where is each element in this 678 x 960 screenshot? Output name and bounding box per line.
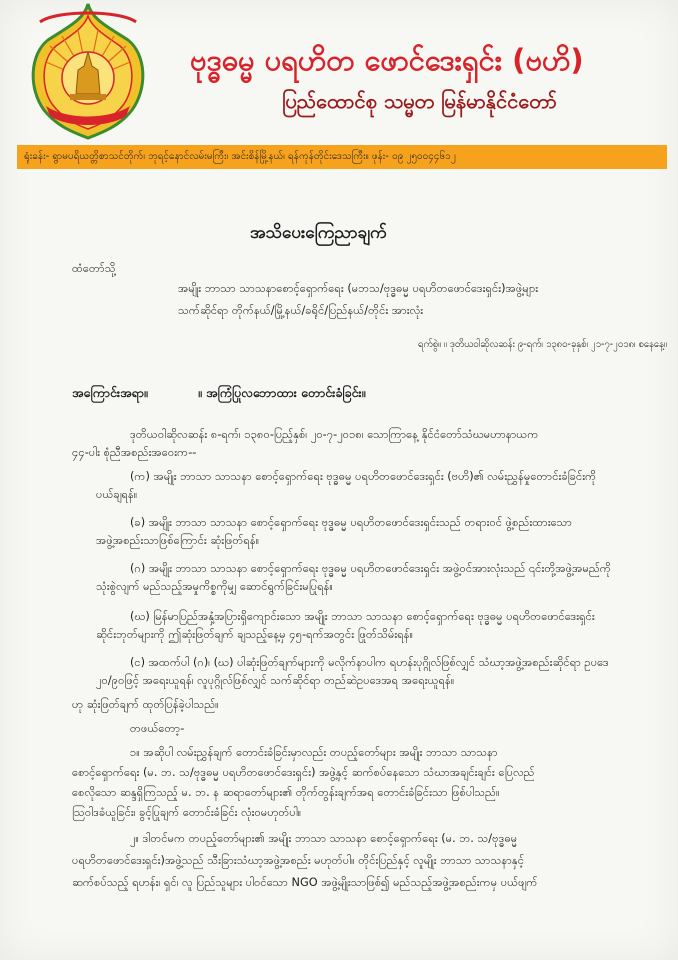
item-a-line-1: (က) အမျိုး ဘာသာ သာသနာ စောင့်ရှောက်ရေး ဗုဒ္ဓဓမ္မ ပရဟိတဖောင်ဒေးရှင်း (ဗဟိ)၏ လမ်းညွှန်မှုတောင်းခံခြင်းကို xyxy=(130,470,597,483)
item-b-line-2: အဖွဲ့အစည်းသာဖြစ်ကြောင်း ဆုံးဖြတ်ရန်။ xyxy=(96,534,260,547)
organization-subtitle: ပြည်ထောင်စု သမ္မတ မြန်မာနိုင်ငံတော် xyxy=(282,89,557,113)
paragraph-1-line-4: ဩဝါဒခံယူခြင်း၊ ခွင့်ပြုချက် တောင်းခံခြင်း လုံးဝမဟုတ်ပါ။ xyxy=(72,806,302,819)
recipient-line-1: အမျိုး ဘာသာ သာသနာစောင့်ရှောက်ရေး (မဘသ/ဗုဒ္ဓဓမ္မ ပရဟိတဖောင်ဒေးရှင်း)အဖွဲ့များ xyxy=(178,282,539,295)
intro-line-2: ၄၄-ပါး စုံညီအစည်းအဝေးက-- xyxy=(72,446,197,459)
item-d-line-2: ဆိုင်းဘုတ်များကို ဤဆုံးဖြတ်ချက် ချသည့်နေ့မှ ၄၅-ရက်အတွင်း ဖြုတ်သိမ်းရန်။ xyxy=(96,628,414,641)
paragraph-2-line-1: ၂။ ဒါတင်မက တပည့်တော်များ၏ အမျိုး ဘာသာ သာသနာ စောင့်ရှောက်ရေး (မ. ဘ. သ/ဗုဒ္ဓဓမ္မ xyxy=(130,832,518,845)
address-text: ရုံးခန်း- ရွာမပရိယတ္တိစာသင်တိုက်၊ ဘုရင့်နောင်လမ်းမကြီး၊ အင်းစိန်မြို့နယ်၊ ရန်ကုန်တိုင်းဒေသကြီး။ ဖုန်း- ၀၉ ၂၅၀၀၄၄၆၁၂ xyxy=(24,151,456,162)
item-c-line-1: (ဂ) အမျိုး ဘာသာ သာသနာ စောင့်ရှောက်ရေး ဗုဒ္ဓဓမ္မ ပရဟိတဖောင်ဒေးရှင်း အဖွဲ့ဝင်အားလုံးသည် ၎င်းတို့အဖွဲ့အမည်ကို xyxy=(130,562,611,575)
item-b-line-1: (ခ) အမျိုး ဘာသာ သာသနာ စောင့်ရှောက်ရေး ဗုဒ္ဓဓမ္မ ပရဟိတဖောင်ဒေးရှင်းသည် တရားဝင် ဖွဲ့စည်းထားသော xyxy=(130,516,572,529)
item-a-line-2: ပယ်ချရန်။ xyxy=(96,488,138,501)
paragraph-1-line-3: စေလိုသော ဆန္ဒရှိကြသည့် မ. ဘ. န ဆရာတော်များ၏ တိုက်တွန်းချက်အရ တောင်းခံခြင်းသာ ဖြစ်ပါသည်။ xyxy=(72,786,500,799)
date-line: ရက်စွဲ။ ။ ဒုတိယဝါဆိုလဆန်း ၉-ရက်၊ ၁၃၈၀-ခုနှစ်၊ ၂၁-၇-၂၀၁၈၊ စနေနေ့။ xyxy=(418,339,667,350)
paragraph-1-line-1: ၁။ အဆိုပါ လမ်းညွှန်ချက် တောင်းခံခြင်းမှာလည်း တပည့်တော်များ အမျိုး ဘာသာ သာသနာ xyxy=(130,746,498,759)
announcement-heading: အသိပေးကြေညာချက် xyxy=(250,223,387,243)
item-e-line-2: ၂၀/၉၀ဖြင့် အရေးယူရန်၊ လူပုဂ္ဂိုလ်ဖြစ်လျှင် သက်ဆိုင်ရာ တည်ဆဲဥပဒေအရ အရေးယူရန်။ xyxy=(96,674,455,687)
moreover-label: တဖယ်တော့- xyxy=(130,722,185,735)
recipient-line-2: သက်ဆိုင်ရာ တိုက်နယ်/မြို့နယ်/ခရိုင်/ပြည်နယ်/တိုင်း အားလုံး xyxy=(178,304,424,317)
paragraph-2-line-3: ဆက်စပ်သည့် ရဟန်း၊ ရှင်၊ လူ ပြည်သူများ ပါဝင်သော NGO အဖွဲ့မျိုးသာဖြစ်၍ မည်သည့်အဖွဲ့အစည်းကမှ ပယ်ဖျက် xyxy=(72,876,538,889)
item-d-line-1: (ဃ) မြန်မာပြည်အနှံ့အပြားရှိကျောင်းသော အမျိုး ဘာသာ သာသနာ စောင့်ရှောက်ရေး ဗုဒ္ဓဓမ္မ ပရဟိတဖောင်ဒေးရှင်း xyxy=(130,610,595,623)
paragraph-1-line-2: စောင့်ရှောက်ရေး (မ. ဘ. သ/ဗုဒ္ဓဓမ္မ ပရဟိတဖောင်ဒေးရှင်း) အဖွဲ့နှင့် ဆက်စပ်နေသော သံဃာအချင်းချင်း ပြေလည် xyxy=(72,766,535,779)
paragraph-2-line-2: ပရဟိတဖောင်ဒေးရှင်း)အဖွဲ့သည် သီးခြားသံဃာ့အဖွဲ့အစည်း မဟုတ်ပါ။ တိုင်းပြည်နှင့် လူမျိုး ဘာသာ သာသနာနှင့် xyxy=(72,854,524,867)
subject-text: ။ အကြံပြုလဘောထား တောင်းခံခြင်း။ xyxy=(198,385,366,400)
item-c-line-2: သုံးစွဲလျက် မည်သည့်အမှုကိစ္စကိုမျှ ဆောင်ရွက်ခြင်းမပြုရန်။ xyxy=(96,580,333,593)
organization-title: ဗုဒ္ဓဓမ္မ ပရဟိတ ဖောင်ဒေးရှင်း (ဗဟိ) xyxy=(190,43,584,77)
decision-closing: ဟု ဆုံးဖြတ်ချက် ထုတ်ပြန်ခဲ့ပါသည်။ xyxy=(72,698,219,711)
foundation-emblem-logo xyxy=(26,2,150,140)
recipient-label: ထံတော်သို့ xyxy=(72,262,116,275)
item-e-line-1: (င) အထက်ပါ (ဂ)၊ (ဃ) ပါဆုံးဖြတ်ချက်များကို မလိုက်နာပါက ရဟန်းပုဂ္ဂိုလ်ဖြစ်လျှင် သံဃာ့အဖွဲ့အစည်းဆိုင်ရာ ဥပဒေ xyxy=(130,656,609,669)
subject-label: အကြောင်းအရာ။ xyxy=(72,385,148,400)
intro-line-1: ဒုတိယဝါဆိုလဆန်း ၈-ရက်၊ ၁၃၈၀-ပြည့်နှစ်၊ ၂၀-၇-၂၀၁၈၊ သောကြာနေ့ နိုင်ငံတော်သံဃမဟာနာယက xyxy=(130,428,539,441)
